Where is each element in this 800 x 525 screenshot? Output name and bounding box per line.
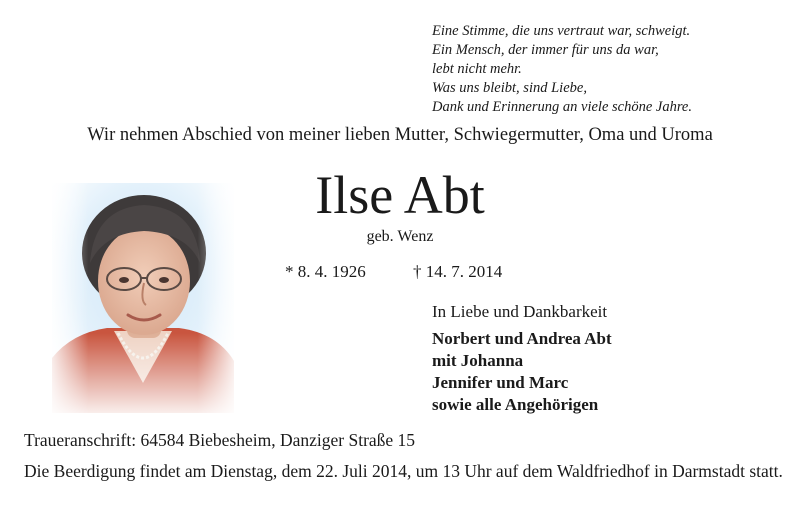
death-date: † 14. 7. 2014: [413, 262, 503, 281]
farewell-intro: Wir nehmen Abschied von meiner lieben Mutter, Schwiegermutter, Oma und Uroma: [87, 125, 713, 145]
maiden-name: geb. Wenz: [366, 228, 434, 245]
mourners-heading: In Liebe und Dankbarkeit: [432, 302, 608, 321]
poem-line: Was uns bleibt, sind Liebe,: [432, 80, 587, 96]
mourner-name: Jennifer und Marc: [432, 373, 569, 392]
portrait-photo: [52, 183, 234, 413]
poem-line: Eine Stimme, die uns vertraut war, schweigt.: [432, 23, 691, 39]
portrait-illustration: [52, 183, 234, 413]
birth-date: * 8. 4. 1926: [285, 262, 366, 281]
mourner-name: mit Johanna: [432, 351, 524, 370]
mourners-list: [432, 328, 612, 416]
poem-line: lebt nicht mehr.: [432, 61, 522, 77]
poem-line: Dank und Erinnerung an viele schöne Jahre.: [432, 99, 692, 115]
deceased-name: Ilse Abt: [315, 165, 485, 225]
mourning-address: Traueranschrift: 64584 Biebesheim, Danziger Straße 15: [24, 430, 416, 450]
funeral-details: Die Beerdigung findet am Dienstag, dem 22. Juli 2014, um 13 Uhr auf dem Waldfriedhof in Darmstadt statt.: [24, 461, 783, 481]
memorial-poem: [432, 22, 782, 117]
mourner-name: Norbert und Andrea Abt: [432, 329, 612, 348]
mourner-name: sowie alle Angehörigen: [432, 395, 599, 414]
poem-line: Ein Mensch, der immer für uns da war,: [432, 42, 659, 58]
